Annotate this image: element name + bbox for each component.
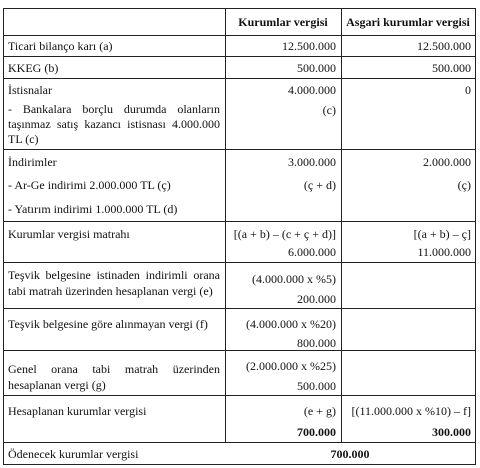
rule	[3, 262, 476, 263]
rule	[3, 442, 476, 443]
cell-formula: [(a + b) – ç]	[413, 227, 471, 241]
cell-value: 500.000	[297, 61, 336, 75]
cell-value: 0	[465, 83, 471, 97]
cell-value: 500.000	[432, 61, 471, 75]
rule	[3, 35, 476, 36]
rule	[3, 56, 476, 57]
row-label: Genel orana tabi matrah üzerinden	[8, 362, 220, 376]
cell-value: 800.000	[297, 336, 336, 350]
cell-formula: (2.000.000 x %25)	[246, 359, 336, 373]
row-label: İndirimler	[8, 155, 57, 169]
cell-value: 4.000.000	[288, 83, 336, 97]
row-label: tabi matrah üzerinden hesaplanan vergi (e)	[8, 284, 213, 298]
cell-value: 2.000.000	[423, 155, 471, 169]
row-sublabel: - Ar-Ge indirimi 2.000.000 TL (ç)	[8, 178, 171, 192]
cell-value: 3.000.000	[288, 155, 336, 169]
cell-value: 200.000	[297, 292, 336, 306]
row-label: İstisnalar	[8, 83, 52, 97]
row-label: Ticari bilanço karı (a)	[8, 39, 113, 53]
cell-note: (c)	[322, 103, 336, 117]
cell-formula: [(a + b) – (c + ç + d)]	[233, 227, 336, 241]
rule	[3, 8, 4, 465]
header-asgari-kurumlar-vergisi: Asgari kurumlar vergisi	[346, 15, 470, 29]
cell-note: (ç + d)	[303, 178, 336, 192]
cell-value: 500.000	[297, 379, 336, 393]
row-label: hesaplanan vergi (g)	[8, 378, 106, 392]
cell-value: 6.000.000	[288, 245, 336, 259]
cell-formula: [(11.000.000 x %10) – f]	[351, 404, 471, 418]
cell-value: 700.000	[297, 425, 336, 439]
cell-value: 12.500.000	[282, 39, 336, 53]
tax-comparison-table	[3, 8, 476, 465]
rule	[3, 221, 476, 222]
row-label: Hesaplanan kurumlar vergisi	[8, 404, 147, 418]
row-sublabel: - Yatırım indirimi 1.000.000 TL (d)	[8, 202, 178, 216]
row-label: Ödenecek kurumlar vergisi	[8, 447, 139, 461]
cell-formula: (e + g)	[303, 404, 336, 418]
cell-formula: (4.000.000 x %5)	[252, 272, 336, 286]
total-value: 700.000	[330, 447, 370, 461]
rule	[3, 78, 476, 79]
rule	[3, 464, 476, 465]
row-label: Teşvik belgesine istinaden indirimli orana	[8, 268, 220, 282]
row-sublabel: taşınmaz satış kazancı istisnası 4.000.000	[8, 117, 220, 131]
header-kurumlar-vergisi: Kurumlar vergisi	[238, 15, 328, 29]
row-label: KKEG (b)	[8, 61, 59, 75]
rule	[3, 350, 476, 351]
rule	[3, 308, 476, 309]
row-sublabel: TL (c)	[8, 132, 39, 146]
rule	[3, 149, 476, 150]
cell-value: 300.000	[432, 425, 471, 439]
cell-value: 12.500.000	[417, 39, 471, 53]
rule	[3, 395, 476, 396]
cell-formula: (4.000.000 x %20)	[246, 317, 336, 331]
row-sublabel: - Bankalara borçlu durumda olanların	[8, 102, 220, 116]
row-label: Teşvik belgesine göre alınmayan vergi (f)	[8, 317, 208, 331]
cell-note: (ç)	[457, 178, 471, 192]
rule	[3, 8, 476, 9]
cell-value: 11.000.000	[417, 245, 471, 259]
row-label: Kurumlar vergisi matrahı	[8, 227, 130, 241]
rule	[475, 8, 476, 465]
